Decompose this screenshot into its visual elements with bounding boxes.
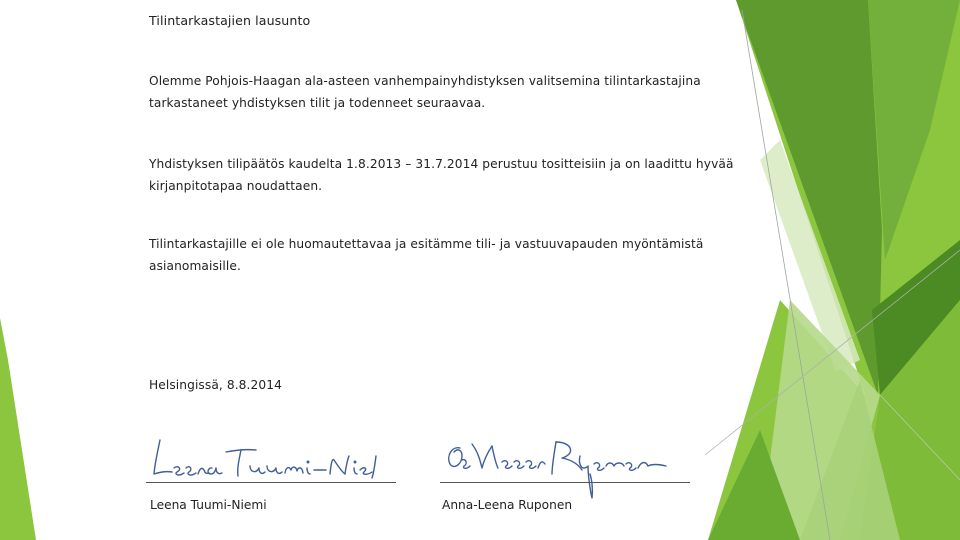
paragraph-1-line-1: Olemme Pohjois-Haagan ala-asteen vanhempainyhdistyksen valitsemina tilintarkastajina	[149, 74, 701, 88]
signer-name-2: Anna-Leena Ruponen	[442, 498, 573, 512]
paragraph-1-line-2: tarkastaneet yhdistyksen tilit ja todenneet seuraavaa.	[149, 96, 486, 110]
signature-line-1	[146, 482, 396, 483]
signature-block-2	[432, 430, 694, 520]
place-and-date: Helsingissä, 8.8.2014	[149, 378, 282, 392]
paragraph-2-line-1: Yhdistyksen tilipäätös kaudelta 1.8.2013 – 31.7.2014 perustuu tositteisiin ja on laadittu hyvää	[149, 157, 734, 171]
paragraph-3-line-2: asianomaisille.	[149, 259, 241, 273]
handwritten-signature-2	[432, 430, 694, 502]
signer-name-1: Leena Tuumi-Niemi	[150, 498, 267, 512]
paragraph-2	[149, 153, 734, 197]
signature-block-1	[146, 430, 400, 520]
document-title: Tilintarkastajien lausunto	[149, 13, 311, 28]
paragraph-2-line-2: kirjanpitotapaa noudattaen.	[149, 179, 323, 193]
handwritten-signature-1	[146, 430, 400, 490]
paragraph-3-line-1: Tilintarkastajille ei ole huomautettavaa ja esitämme tili- ja vastuuvapauden myöntämistä	[149, 237, 704, 251]
paragraph-1	[149, 70, 701, 114]
paragraph-3	[149, 233, 703, 277]
signature-line-2	[440, 482, 690, 483]
